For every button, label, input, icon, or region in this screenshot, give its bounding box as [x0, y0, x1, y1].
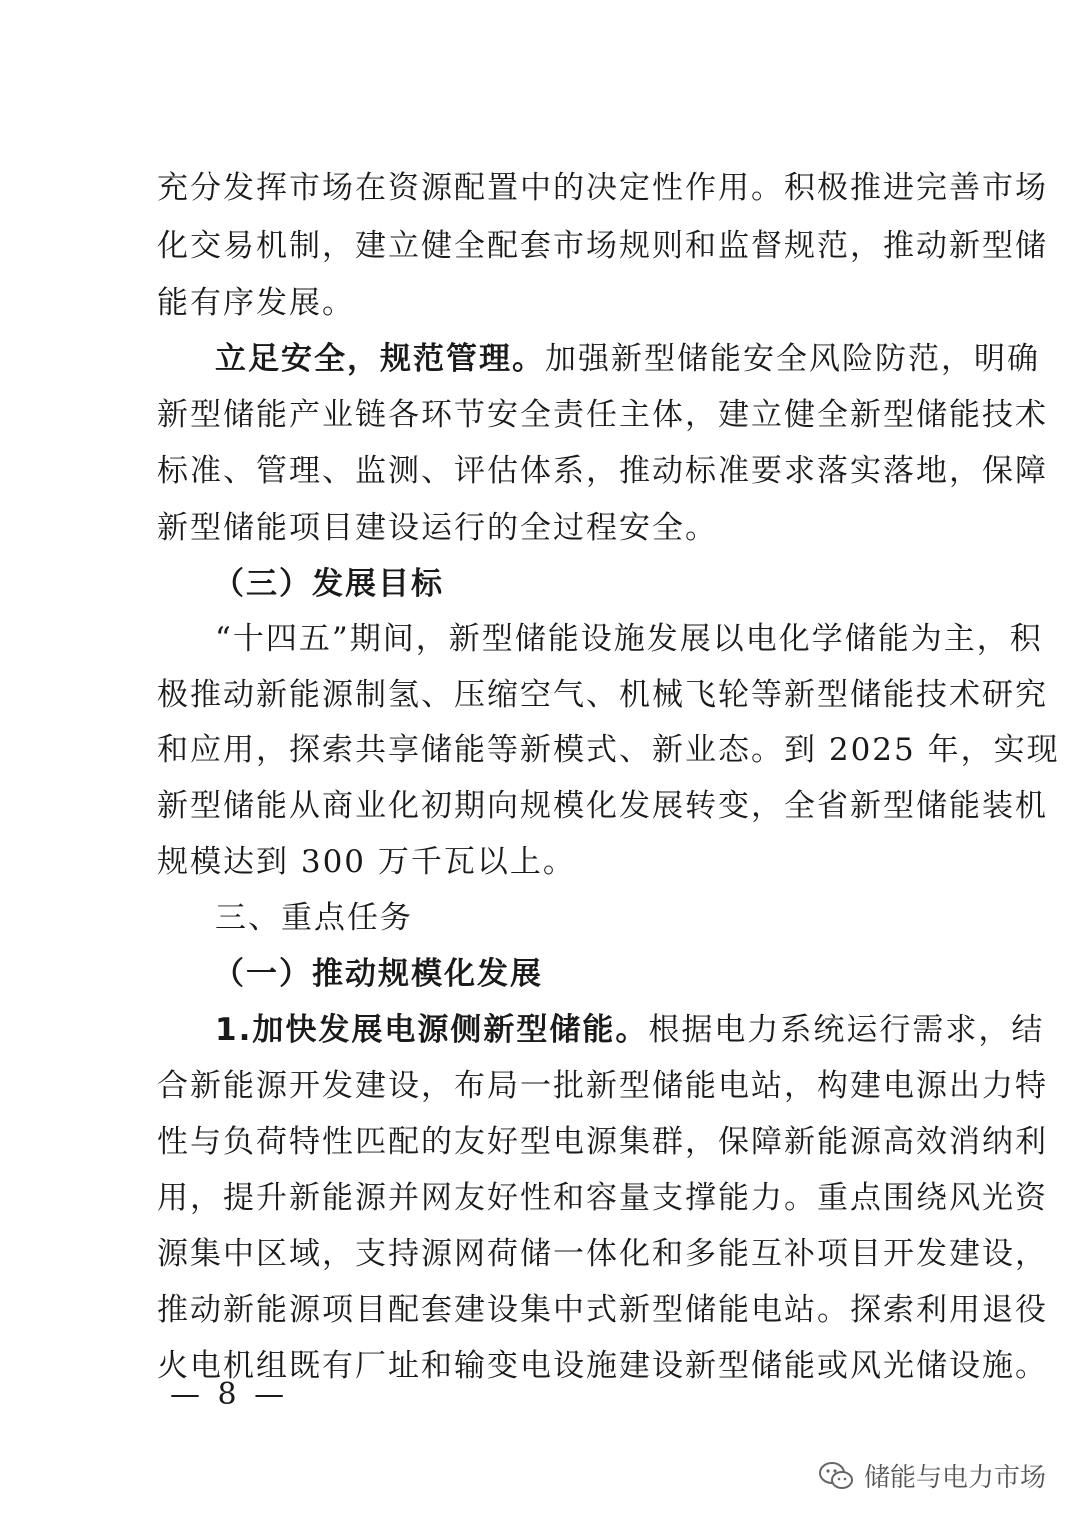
paragraph-line: 源集中区域，支持源网荷储一体化和多能互补项目开发建设，: [157, 1236, 1048, 1272]
chapter-heading: 三、重点任务: [215, 900, 413, 936]
paragraph-line: 性与负荷特性匹配的友好型电源集群，保障新能源高效消纳利: [157, 1124, 1048, 1160]
paragraph-line: 新型储能从商业化初期向规模化发展转变，全省新型储能装机: [157, 788, 1048, 824]
paragraph-line: 极推动新能源制氢、压缩空气、机械飞轮等新型储能技术研究: [157, 677, 1048, 713]
paragraph-line: [215, 1010, 1045, 1050]
paragraph-line: 推动新能源项目配套建设集中式新型储能电站。探索利用退役: [157, 1292, 1048, 1328]
paragraph-text: 加强新型储能安全风险防范，明确: [545, 341, 1040, 377]
paragraph-line: 能有序发展。: [157, 285, 355, 321]
paragraph-line: 用，提升新能源并网友好性和容量支撑能力。重点围绕风光资: [157, 1180, 1048, 1216]
paragraph-line: 标准、管理、监测、评估体系，推动标准要求落实落地，保障: [157, 453, 1048, 489]
paragraph-text: 根据电力系统运行需求，结: [648, 1012, 1045, 1048]
paragraph-line: 新型储能项目建设运行的全过程安全。: [157, 510, 718, 546]
section-heading: （三）发展目标: [213, 566, 444, 602]
paragraph-line: 火电机组既有厂址和输变电设施建设新型储能或风光储设施。: [157, 1348, 1048, 1384]
paragraph-lead: 立足安全，规范管理。: [215, 341, 545, 377]
paragraph-line: 化交易机制，建立健全配套市场规则和监督规范，推动新型储: [157, 228, 1048, 264]
paragraph-line: “十四五”期间，新型储能设施发展以电化学储能为主，积: [215, 621, 1043, 657]
paragraph-line: 合新能源开发建设，布局一批新型储能电站，构建电源出力特: [157, 1068, 1048, 1104]
paragraph-line: [215, 339, 1040, 379]
paragraph-line: 规模达到 300 万千瓦以上。: [157, 844, 576, 880]
wechat-icon: [818, 1461, 854, 1491]
section-heading: （一）推动规模化发展: [213, 956, 543, 992]
paragraph-lead: 1.加快发展电源侧新型储能。: [215, 1012, 649, 1048]
watermark-text: 储能与电力市场: [863, 1463, 1046, 1493]
paragraph-line: 和应用，探索共享储能等新模式、新业态。到 2025 年，实现: [157, 732, 1060, 768]
paragraph-line: 充分发挥市场在资源配置中的决定性作用。积极推进完善市场: [157, 170, 1048, 206]
source-watermark: [818, 1457, 1046, 1494]
paragraph-line: 新型储能产业链各环节安全责任主体，建立健全新型储能技术: [157, 397, 1048, 433]
page-number: — 8 —: [170, 1377, 289, 1412]
